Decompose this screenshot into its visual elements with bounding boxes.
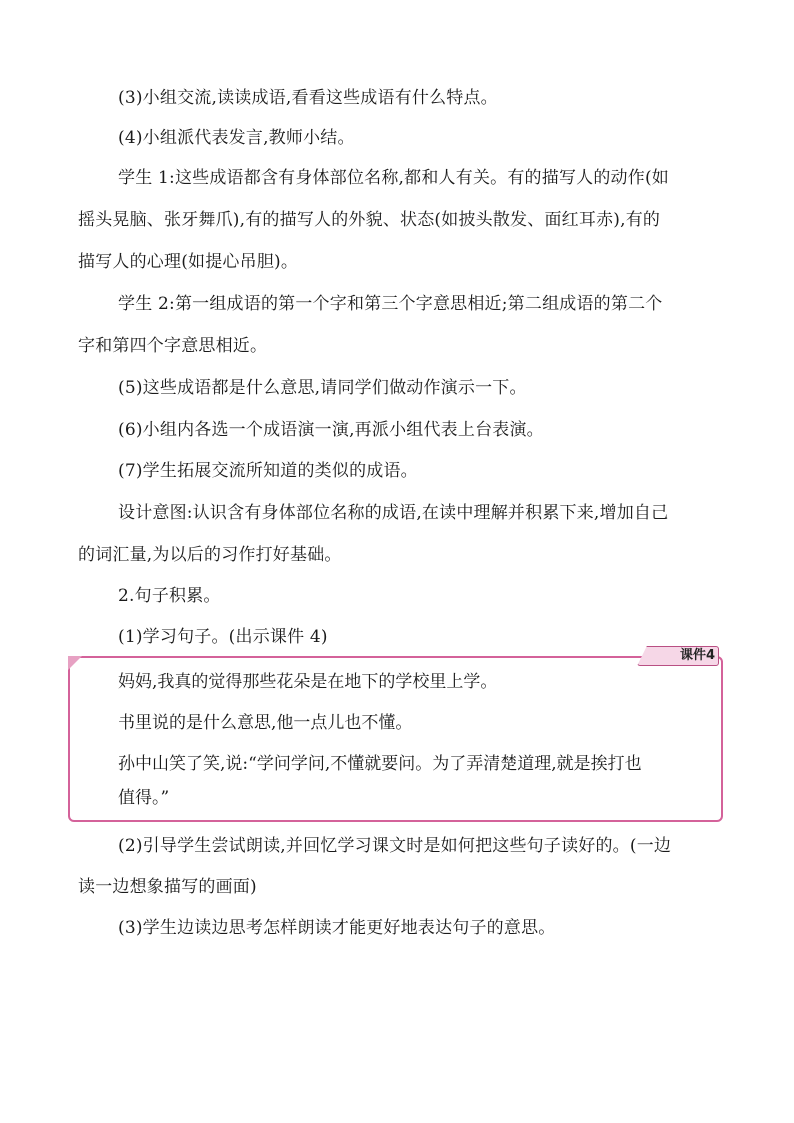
- paragraph-design-intent-line-1: 设计意图:认识含有身体部位名称的成语,在读中理解并积累下来,增加自己: [118, 503, 669, 523]
- paragraph-guide-reading-line-2: 读一边想象描写的画面): [78, 877, 257, 897]
- paragraph-student-1-line-3: 描写人的心理(如提心吊胆)。: [78, 252, 299, 272]
- paragraph-student-2-line-2: 字和第四个字意思相近。: [78, 336, 268, 356]
- callout-sentence-1: 妈妈,我真的觉得那些花朵是在地下的学校里上学。: [118, 672, 498, 692]
- callout-sentence-3-line-1: 孙中山笑了笑,说:“学问学问,不懂就要问。为了弄清楚道理,就是挨打也: [118, 754, 642, 774]
- section-heading-sentence-accumulation: 2.句子积累。: [118, 586, 221, 606]
- callout-corner-decoration: [68, 656, 82, 670]
- paragraph-step-7: (7)学生拓展交流所知道的类似的成语。: [118, 461, 418, 481]
- paragraph-step-4: (4)小组派代表发言,教师小结。: [118, 128, 355, 148]
- courseware-callout-box: [68, 648, 723, 822]
- callout-sentence-3-line-2: 值得。”: [118, 788, 170, 808]
- paragraph-learn-sentences: (1)学习句子。(出示课件 4): [118, 627, 328, 647]
- paragraph-step-reading-think: (3)学生边读边思考怎样朗读才能更好地表达句子的意思。: [118, 918, 556, 938]
- paragraph-student-1-line-2: 摇头晃脑、张牙舞爪),有的描写人的外貌、状态(如披头散发、面红耳赤),有的: [78, 210, 661, 230]
- paragraph-guide-reading-line-1: (2)引导学生尝试朗读,并回忆学习课文时是如何把这些句子读好的。(一边: [118, 836, 672, 856]
- paragraph-step-6: (6)小组内各选一个成语演一演,再派小组代表上台表演。: [118, 420, 544, 440]
- callout-sentence-2: 书里说的是什么意思,他一点儿也不懂。: [118, 713, 413, 733]
- paragraph-design-intent-line-2: 的词汇量,为以后的习作打好基础。: [78, 545, 342, 565]
- callout-tab-label: 课件4: [679, 648, 715, 663]
- paragraph-student-1-line-1: 学生 1:这些成语都含有身体部位名称,都和人有关。有的描写人的动作(如: [118, 168, 669, 188]
- paragraph-step-3: (3)小组交流,读读成语,看看这些成语有什么特点。: [118, 88, 498, 108]
- paragraph-step-5: (5)这些成语都是什么意思,请同学们做动作演示一下。: [118, 378, 527, 398]
- paragraph-student-2-line-1: 学生 2:第一组成语的第一个字和第三个字意思相近;第二组成语的第二个: [118, 294, 663, 314]
